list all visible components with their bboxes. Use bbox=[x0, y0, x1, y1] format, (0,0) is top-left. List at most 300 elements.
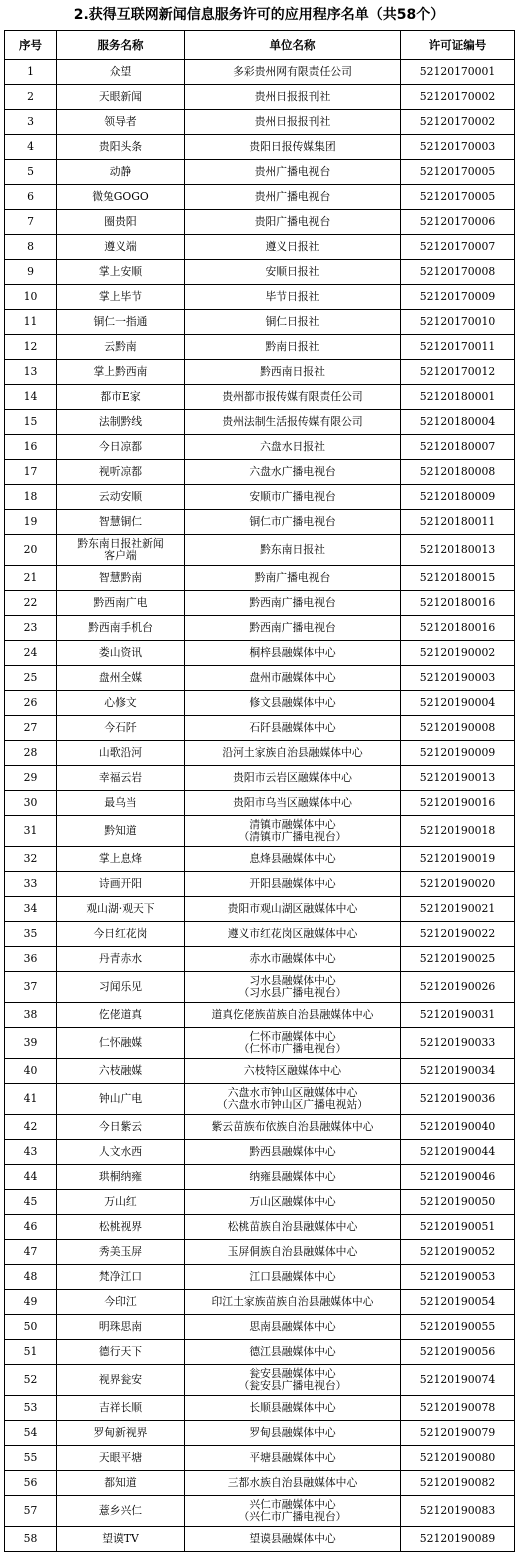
table-row bbox=[5, 1340, 515, 1365]
cell-index bbox=[5, 1290, 57, 1315]
cell-service-name-text: 心修文 bbox=[104, 696, 137, 709]
cell-service-name-text: 吉祥长顺 bbox=[98, 1401, 143, 1414]
cell-organization-text: 沿河土家族自治县融媒体中心 bbox=[222, 746, 363, 759]
cell-organization bbox=[185, 1265, 401, 1290]
cell-service-name-text: 云动安顺 bbox=[98, 490, 143, 503]
cell-license-number-text: 52120170003 bbox=[419, 140, 496, 153]
table-row bbox=[5, 1290, 515, 1315]
cell-organization-text: 遵义市红花岗区融媒体中心 bbox=[227, 927, 358, 940]
cell-index-text: 9 bbox=[27, 265, 34, 278]
cell-organization bbox=[185, 185, 401, 210]
cell-index bbox=[5, 435, 57, 460]
table-row bbox=[5, 766, 515, 791]
cell-service-name bbox=[57, 741, 185, 766]
cell-organization-text: 贵州都市报传媒有限责任公司 bbox=[222, 390, 363, 403]
cell-organization bbox=[185, 160, 401, 185]
cell-organization bbox=[185, 1290, 401, 1315]
cell-license-number-text: 52120190055 bbox=[419, 1320, 496, 1333]
cell-index bbox=[5, 285, 57, 310]
cell-license-number bbox=[401, 666, 515, 691]
table-row bbox=[5, 1421, 515, 1446]
cell-index-text: 15 bbox=[23, 415, 38, 428]
cell-license-number bbox=[401, 510, 515, 535]
cell-service-name-text: 贵阳头条 bbox=[98, 140, 143, 153]
cell-license-number-text: 52120190009 bbox=[419, 746, 496, 759]
table-row bbox=[5, 510, 515, 535]
header-organization: 单位名称 bbox=[185, 31, 401, 60]
cell-organization bbox=[185, 741, 401, 766]
cell-organization-text: 赤水市融媒体中心 bbox=[249, 952, 336, 965]
cell-license-number-text: 52120190025 bbox=[419, 952, 496, 965]
cell-service-name-text: 明珠思南 bbox=[98, 1320, 143, 1333]
table-row bbox=[5, 1059, 515, 1084]
cell-service-name-text: 掌上息烽 bbox=[98, 852, 143, 865]
cell-license-number bbox=[401, 1165, 515, 1190]
cell-service-name-text: 仁怀融媒 bbox=[98, 1036, 143, 1049]
cell-service-name bbox=[57, 972, 185, 1003]
cell-index-text: 14 bbox=[23, 390, 38, 403]
cell-license-number bbox=[401, 1315, 515, 1340]
cell-service-name-text: 今日紫云 bbox=[98, 1120, 143, 1133]
cell-license-number bbox=[401, 360, 515, 385]
cell-organization bbox=[185, 1471, 401, 1496]
cell-license-number bbox=[401, 741, 515, 766]
cell-service-name bbox=[57, 410, 185, 435]
cell-index bbox=[5, 160, 57, 185]
cell-license-number bbox=[401, 235, 515, 260]
cell-license-number bbox=[401, 641, 515, 666]
cell-service-name bbox=[57, 766, 185, 791]
cell-license-number bbox=[401, 1084, 515, 1115]
cell-index-text: 34 bbox=[23, 902, 38, 915]
cell-service-name-text: 仡佬道真 bbox=[98, 1008, 143, 1021]
cell-service-name bbox=[57, 641, 185, 666]
cell-index bbox=[5, 1059, 57, 1084]
table-row bbox=[5, 1140, 515, 1165]
cell-index bbox=[5, 766, 57, 791]
cell-organization bbox=[185, 816, 401, 847]
cell-index-text: 32 bbox=[23, 852, 38, 865]
cell-index-text: 41 bbox=[23, 1092, 38, 1105]
cell-index bbox=[5, 1396, 57, 1421]
cell-organization-text: （仁怀市广播电视台） bbox=[238, 1042, 347, 1055]
cell-organization bbox=[185, 360, 401, 385]
cell-license-number bbox=[401, 260, 515, 285]
cell-organization-text: 道真仡佬族苗族自治县融媒体中心 bbox=[211, 1008, 374, 1021]
table-body bbox=[5, 60, 515, 1552]
cell-index bbox=[5, 1240, 57, 1265]
cell-service-name bbox=[57, 85, 185, 110]
cell-index-text: 12 bbox=[23, 340, 38, 353]
cell-index-text: 17 bbox=[23, 465, 38, 478]
cell-organization bbox=[185, 510, 401, 535]
cell-index-text: 25 bbox=[23, 671, 38, 684]
cell-license-number-text: 52120190079 bbox=[419, 1426, 496, 1439]
cell-license-number bbox=[401, 766, 515, 791]
cell-index bbox=[5, 335, 57, 360]
table-row bbox=[5, 791, 515, 816]
table-row bbox=[5, 85, 515, 110]
table-row bbox=[5, 1315, 515, 1340]
cell-index bbox=[5, 641, 57, 666]
table-row bbox=[5, 435, 515, 460]
cell-license-number bbox=[401, 410, 515, 435]
cell-organization-text: 开阳县融媒体中心 bbox=[249, 877, 336, 890]
cell-organization-text: 六盘水日报社 bbox=[260, 440, 325, 453]
cell-service-name-text: 观山湖·观天下 bbox=[86, 902, 155, 915]
cell-organization bbox=[185, 435, 401, 460]
table-row bbox=[5, 1471, 515, 1496]
cell-index-text: 22 bbox=[23, 596, 38, 609]
cell-license-number-text: 52120190036 bbox=[419, 1092, 496, 1105]
cell-index bbox=[5, 1421, 57, 1446]
cell-service-name-text: 人文水西 bbox=[98, 1145, 143, 1158]
cell-organization-text: 桐梓县融媒体中心 bbox=[249, 646, 336, 659]
cell-service-name bbox=[57, 1396, 185, 1421]
cell-service-name-text: 法制黔线 bbox=[98, 415, 143, 428]
cell-service-name-text: 六枝融媒 bbox=[98, 1064, 143, 1077]
cell-service-name bbox=[57, 1446, 185, 1471]
cell-service-name-text: 黔西南广电 bbox=[93, 596, 148, 609]
cell-service-name-text: 遵义端 bbox=[104, 240, 137, 253]
cell-license-number-text: 52120170012 bbox=[419, 365, 496, 378]
cell-service-name-text: 都市E家 bbox=[100, 390, 141, 403]
cell-index-text: 11 bbox=[23, 315, 38, 328]
cell-organization-text: （清镇市广播电视台） bbox=[238, 830, 347, 843]
cell-license-number-text: 52120190053 bbox=[419, 1270, 496, 1283]
cell-service-name-text: 黔西南手机台 bbox=[88, 621, 153, 634]
cell-license-number bbox=[401, 185, 515, 210]
cell-index-text: 46 bbox=[23, 1220, 38, 1233]
cell-license-number bbox=[401, 210, 515, 235]
cell-license-number bbox=[401, 791, 515, 816]
cell-index bbox=[5, 1140, 57, 1165]
cell-index-text: 10 bbox=[23, 290, 38, 303]
cell-index-text: 8 bbox=[27, 240, 34, 253]
cell-license-number bbox=[401, 110, 515, 135]
cell-service-name bbox=[57, 1290, 185, 1315]
cell-service-name-text: 松桃视界 bbox=[98, 1220, 143, 1233]
table-row bbox=[5, 135, 515, 160]
cell-index-text: 20 bbox=[23, 543, 38, 556]
table-row bbox=[5, 1115, 515, 1140]
cell-index-text: 21 bbox=[23, 571, 38, 584]
cell-index bbox=[5, 460, 57, 485]
cell-license-number-text: 52120170005 bbox=[419, 190, 496, 203]
table-row bbox=[5, 385, 515, 410]
cell-index bbox=[5, 897, 57, 922]
cell-organization bbox=[185, 566, 401, 591]
cell-service-name-text: 望谟TV bbox=[102, 1532, 139, 1545]
cell-organization bbox=[185, 1496, 401, 1527]
table-row bbox=[5, 1215, 515, 1240]
cell-organization bbox=[185, 110, 401, 135]
cell-license-number bbox=[401, 1446, 515, 1471]
cell-organization-text: 贵阳市云岩区融媒体中心 bbox=[233, 771, 352, 784]
cell-service-name bbox=[57, 666, 185, 691]
cell-service-name bbox=[57, 1471, 185, 1496]
cell-organization bbox=[185, 310, 401, 335]
cell-organization bbox=[185, 1115, 401, 1140]
cell-license-number-text: 52120190020 bbox=[419, 877, 496, 890]
table-row bbox=[5, 591, 515, 616]
cell-organization-text: 黔西南广播电视台 bbox=[249, 596, 336, 609]
cell-organization-text: 纳雍县融媒体中心 bbox=[249, 1170, 336, 1183]
cell-index bbox=[5, 1165, 57, 1190]
cell-service-name bbox=[57, 510, 185, 535]
cell-license-number bbox=[401, 616, 515, 641]
table-row bbox=[5, 110, 515, 135]
table-row bbox=[5, 641, 515, 666]
cell-service-name-text: 领导者 bbox=[104, 115, 137, 128]
cell-license-number-text: 52120190051 bbox=[419, 1220, 496, 1233]
cell-index bbox=[5, 235, 57, 260]
cell-organization-text: （六盘水市钟山区广播电视站） bbox=[216, 1098, 369, 1111]
table-row bbox=[5, 666, 515, 691]
cell-service-name-text: 今日凉都 bbox=[98, 440, 143, 453]
table-row bbox=[5, 1396, 515, 1421]
cell-license-number-text: 52120190021 bbox=[419, 902, 496, 915]
cell-index bbox=[5, 1365, 57, 1396]
header-index: 序号 bbox=[5, 31, 57, 60]
cell-license-number-text: 52120170005 bbox=[419, 165, 496, 178]
cell-organization bbox=[185, 385, 401, 410]
cell-index bbox=[5, 947, 57, 972]
cell-service-name-text: 今印江 bbox=[104, 1295, 137, 1308]
cell-license-number bbox=[401, 591, 515, 616]
cell-organization bbox=[185, 1059, 401, 1084]
cell-service-name bbox=[57, 260, 185, 285]
cell-license-number-text: 52120170002 bbox=[419, 115, 496, 128]
cell-index bbox=[5, 110, 57, 135]
cell-index-text: 51 bbox=[23, 1345, 38, 1358]
cell-index-text: 48 bbox=[23, 1270, 38, 1283]
table-row bbox=[5, 210, 515, 235]
cell-license-number bbox=[401, 1215, 515, 1240]
cell-service-name bbox=[57, 1240, 185, 1265]
cell-license-number-text: 52120190078 bbox=[419, 1401, 496, 1414]
cell-organization-text: 贵阳市观山湖区融媒体中心 bbox=[227, 902, 358, 915]
cell-organization-text: 遵义日报社 bbox=[265, 240, 320, 253]
cell-index bbox=[5, 1115, 57, 1140]
table-row bbox=[5, 897, 515, 922]
cell-license-number-text: 52120180016 bbox=[419, 621, 496, 634]
cell-organization-text: 印江土家族苗族自治县融媒体中心 bbox=[211, 1295, 374, 1308]
cell-license-number-text: 52120180008 bbox=[419, 465, 496, 478]
cell-index-text: 16 bbox=[23, 440, 38, 453]
cell-license-number-text: 52120180004 bbox=[419, 415, 496, 428]
cell-license-number bbox=[401, 1290, 515, 1315]
table-row bbox=[5, 185, 515, 210]
cell-index bbox=[5, 1215, 57, 1240]
cell-service-name bbox=[57, 1340, 185, 1365]
table-row bbox=[5, 847, 515, 872]
cell-service-name bbox=[57, 816, 185, 847]
cell-service-name bbox=[57, 360, 185, 385]
cell-organization-text: 毕节日报社 bbox=[265, 290, 320, 303]
cell-license-number-text: 52120170002 bbox=[419, 90, 496, 103]
cell-license-number-text: 52120170010 bbox=[419, 315, 496, 328]
table-row bbox=[5, 410, 515, 435]
cell-service-name-text: 智慧黔南 bbox=[98, 571, 143, 584]
cell-organization-text: 六盘水广播电视台 bbox=[249, 465, 336, 478]
cell-index bbox=[5, 1527, 57, 1552]
cell-license-number bbox=[401, 947, 515, 972]
cell-index bbox=[5, 135, 57, 160]
cell-license-number-text: 52120170008 bbox=[419, 265, 496, 278]
table-row bbox=[5, 616, 515, 641]
cell-index-text: 28 bbox=[23, 746, 38, 759]
table-row bbox=[5, 285, 515, 310]
table-row bbox=[5, 460, 515, 485]
cell-license-number bbox=[401, 1527, 515, 1552]
cell-organization bbox=[185, 60, 401, 85]
cell-service-name bbox=[57, 922, 185, 947]
cell-service-name bbox=[57, 1140, 185, 1165]
header-license-number: 许可证编号 bbox=[401, 31, 515, 60]
cell-organization-text: 万山区融媒体中心 bbox=[249, 1195, 336, 1208]
cell-license-number bbox=[401, 135, 515, 160]
cell-license-number bbox=[401, 385, 515, 410]
cell-organization-text: 清镇市融媒体中心 bbox=[249, 818, 336, 831]
cell-license-number-text: 52120170011 bbox=[419, 340, 496, 353]
table-row bbox=[5, 60, 515, 85]
cell-license-number-text: 52120190026 bbox=[419, 980, 496, 993]
cell-license-number-text: 52120190046 bbox=[419, 1170, 496, 1183]
cell-license-number bbox=[401, 535, 515, 566]
cell-service-name-text: 罗甸新视界 bbox=[93, 1426, 148, 1439]
cell-service-name bbox=[57, 285, 185, 310]
cell-organization bbox=[185, 766, 401, 791]
license-table bbox=[4, 30, 515, 1552]
cell-service-name-text: 微兔GOGO bbox=[92, 190, 149, 203]
cell-service-name-text: 幸福云岩 bbox=[98, 771, 143, 784]
cell-license-number bbox=[401, 897, 515, 922]
table-row bbox=[5, 691, 515, 716]
cell-organization-text: 贵州法制生活报传媒有限公司 bbox=[222, 415, 363, 428]
cell-service-name-text: 秀美玉屏 bbox=[98, 1245, 143, 1258]
cell-organization-text: 平塘县融媒体中心 bbox=[249, 1451, 336, 1464]
table-row bbox=[5, 816, 515, 847]
cell-index-text: 4 bbox=[27, 140, 34, 153]
cell-organization bbox=[185, 335, 401, 360]
cell-organization-text: 仁怀市融媒体中心 bbox=[249, 1030, 336, 1043]
table-row bbox=[5, 566, 515, 591]
cell-index bbox=[5, 872, 57, 897]
cell-index-text: 27 bbox=[23, 721, 38, 734]
cell-index bbox=[5, 185, 57, 210]
cell-index bbox=[5, 510, 57, 535]
cell-service-name-text: 梵净江口 bbox=[98, 1270, 143, 1283]
cell-service-name bbox=[57, 591, 185, 616]
table-row bbox=[5, 872, 515, 897]
cell-license-number bbox=[401, 1421, 515, 1446]
cell-organization-text: 贵州广播电视台 bbox=[254, 165, 331, 178]
cell-organization-text: 铜仁日报社 bbox=[265, 315, 320, 328]
cell-service-name bbox=[57, 1315, 185, 1340]
cell-organization-text: 德江县融媒体中心 bbox=[249, 1345, 336, 1358]
cell-index-text: 52 bbox=[23, 1373, 38, 1386]
cell-index-text: 42 bbox=[23, 1120, 38, 1133]
cell-service-name-text: 珙桐纳雍 bbox=[98, 1170, 143, 1183]
cell-license-number bbox=[401, 922, 515, 947]
cell-index bbox=[5, 1340, 57, 1365]
cell-license-number-text: 52120190082 bbox=[419, 1476, 496, 1489]
cell-license-number-text: 52120190050 bbox=[419, 1195, 496, 1208]
cell-service-name-text: 都知道 bbox=[104, 1476, 137, 1489]
table-row bbox=[5, 485, 515, 510]
cell-index-text: 44 bbox=[23, 1170, 38, 1183]
cell-organization-text: 六枝特区融媒体中心 bbox=[243, 1064, 342, 1077]
cell-license-number-text: 52120190018 bbox=[419, 824, 496, 837]
table-row bbox=[5, 1365, 515, 1396]
cell-organization bbox=[185, 1527, 401, 1552]
cell-license-number bbox=[401, 972, 515, 1003]
cell-index bbox=[5, 410, 57, 435]
cell-service-name bbox=[57, 335, 185, 360]
cell-license-number-text: 52120180007 bbox=[419, 440, 496, 453]
cell-organization bbox=[185, 1315, 401, 1340]
cell-service-name bbox=[57, 1190, 185, 1215]
cell-index-text: 38 bbox=[23, 1008, 38, 1021]
cell-organization-text: 贵州日报报刊社 bbox=[254, 90, 331, 103]
cell-index-text: 50 bbox=[23, 1320, 38, 1333]
cell-index bbox=[5, 360, 57, 385]
cell-index-text: 5 bbox=[27, 165, 34, 178]
cell-organization-text: 黔西县融媒体中心 bbox=[249, 1145, 336, 1158]
cell-organization-text: 罗甸县融媒体中心 bbox=[249, 1426, 336, 1439]
cell-license-number bbox=[401, 691, 515, 716]
cell-license-number-text: 52120190033 bbox=[419, 1036, 496, 1049]
cell-index bbox=[5, 1084, 57, 1115]
cell-license-number-text: 52120190019 bbox=[419, 852, 496, 865]
cell-organization-text: 六盘水市钟山区融媒体中心 bbox=[227, 1086, 358, 1099]
cell-index bbox=[5, 310, 57, 335]
cell-index bbox=[5, 922, 57, 947]
cell-index bbox=[5, 616, 57, 641]
table-row bbox=[5, 1165, 515, 1190]
cell-license-number-text: 52120190013 bbox=[419, 771, 496, 784]
cell-organization bbox=[185, 1215, 401, 1240]
cell-service-name bbox=[57, 1059, 185, 1084]
cell-organization-text: 思南县融媒体中心 bbox=[249, 1320, 336, 1333]
table-row bbox=[5, 235, 515, 260]
cell-organization bbox=[185, 897, 401, 922]
cell-index-text: 35 bbox=[23, 927, 38, 940]
cell-license-number-text: 52120170006 bbox=[419, 215, 496, 228]
cell-organization bbox=[185, 972, 401, 1003]
cell-service-name-text: 铜仁一指通 bbox=[93, 315, 148, 328]
cell-service-name bbox=[57, 110, 185, 135]
cell-index-text: 19 bbox=[23, 515, 38, 528]
cell-service-name-text: 视听凉都 bbox=[98, 465, 143, 478]
cell-service-name bbox=[57, 1365, 185, 1396]
cell-service-name-text: 山歌沿河 bbox=[98, 746, 143, 759]
cell-organization-text: 贵州广播电视台 bbox=[254, 190, 331, 203]
cell-index-text: 53 bbox=[23, 1401, 38, 1414]
cell-index bbox=[5, 60, 57, 85]
cell-index bbox=[5, 1003, 57, 1028]
cell-license-number-text: 52120190034 bbox=[419, 1064, 496, 1077]
cell-index-text: 6 bbox=[27, 190, 34, 203]
cell-index-text: 55 bbox=[23, 1451, 38, 1464]
cell-index-text: 18 bbox=[23, 490, 38, 503]
cell-license-number bbox=[401, 160, 515, 185]
cell-license-number-text: 52120170007 bbox=[419, 240, 496, 253]
cell-service-name bbox=[57, 535, 185, 566]
cell-index bbox=[5, 816, 57, 847]
cell-index-text: 40 bbox=[23, 1064, 38, 1077]
